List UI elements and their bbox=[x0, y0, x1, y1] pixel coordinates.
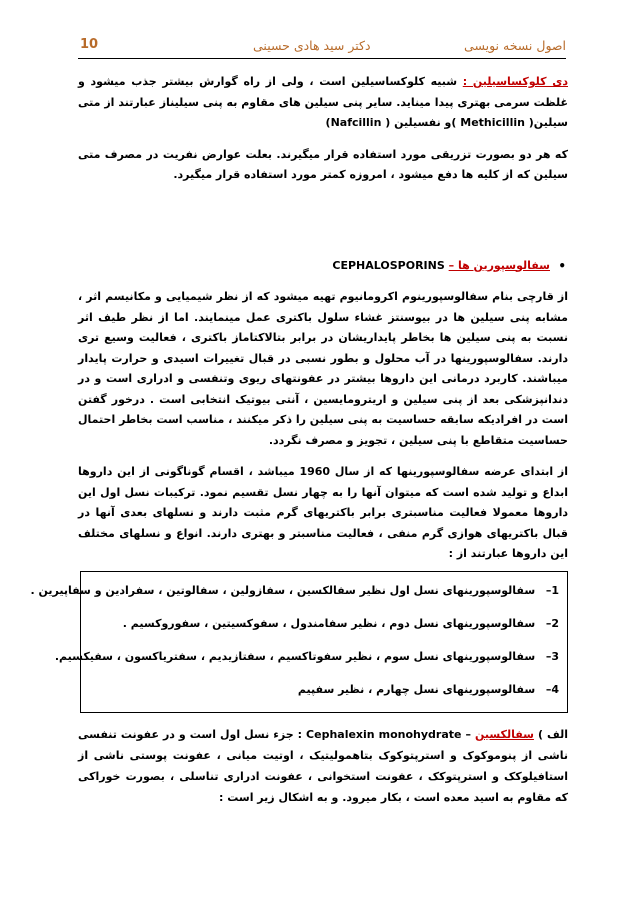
generation-item bbox=[123, 617, 559, 630]
generation-number: 3– bbox=[545, 650, 559, 663]
cephalexin-text: : جزء نسل اول است و در عفونت تنفسی ناشی از پنوموکوک و استرپتوکوک بتاهمولیتیک ، اوتیت میانی ، عفونت پوستی ناشی از استافیلوکک و استرپتوکک ، عفونت استخوانی ، عفونت ادراری تناسلی ، بصورت خوراکی که مقاوم به اسید معده است ، بکار میرود. و به اشکال زیر است : bbox=[78, 728, 568, 804]
generation-text: سفالوسپورینهای نسل اول نظیر سفالکسین ، سفازولین ، سفالوتین ، سفرادین و سفاپیرین . bbox=[30, 584, 536, 597]
cephalexin-dash: – bbox=[465, 728, 471, 741]
generation-text: سفالوسپورینهای نسل سوم ، نظیر سفوتاکسیم ، سفتازیدیم ، سفتریاکسون ، سفیکسیم. bbox=[54, 650, 536, 663]
dicloxacillin-term: دی کلوکساسیلین : bbox=[462, 75, 568, 88]
section-heading-fa: سفالوسپورین ها – bbox=[448, 258, 550, 272]
header-title: اصول نسخه نویسی bbox=[464, 38, 566, 53]
intro-paragraph bbox=[78, 72, 568, 134]
cephalexin-prefix: الف ) bbox=[537, 728, 568, 741]
generation-number: 1– bbox=[545, 584, 559, 597]
cephalexin-name-en: Cephalexin monohydrate bbox=[306, 728, 462, 741]
header-author: دکتر سید هادی حسینی bbox=[253, 38, 371, 53]
bullet-icon: • bbox=[558, 258, 566, 273]
section-heading-en: CEPHALOSPORINS bbox=[332, 258, 445, 272]
section-heading bbox=[78, 256, 568, 277]
generation-item bbox=[55, 650, 559, 663]
main-content bbox=[78, 72, 568, 565]
cephalosporin-paragraph-2: از ابتدای عرضه سفالوسپورینها که از سال 1960 میباشد ، اقسام گوناگونی از این داروها ابداع و تولید شده است که میتوان آنها را به چهار نسل تقسیم نمود. ترکیبات نسل اول این داروها معمولا فعالیت مناسبتری برابر باکتریهای گرم مثبت دارند و نسلهای بعدی آنها در قبال باکتریهای هوازی گرم منفی ، فعالیت مناسبتر و بهتری دارند. انواع و نسلهای مختلف این داروها عبارتند از : bbox=[78, 465, 568, 560]
generation-text: سفالوسپورینهای نسل چهارم ، نظیر سفپیم bbox=[297, 683, 536, 696]
cephalosporin-paragraph-1: از قارچی بنام سفالوسپورینوم اکرومانیوم تهیه میشود که از نظر شیمیایی و مکانیسم اثر ، مشابه پنی سیلین ها در بیوسنتز غشاء سلول باکتری عمل مینمایند. اما از نظر طیف اثر نسبت به پنی سیلین ها بخاطر پایداریشان در برابر بتالاکتاماز باکتری ، فعالیت وسیع تری دارند. سفالوسپورینها در آب محلول و بطور نسبی در قبال تغییرات اسیدی و حرارت پایدار میباشند. کاربرد درمانی این داروها بیشتر در عفونتهای ریوی وتنفسی و ادراری است و در دندانپزشکی بعد از پنی سیلین و اریترومایسین ، آنتی بیوتیک انتخابی است . درخور گفتن است در افرادیکه سابقه حساسیت به پنی سیلین را ذکر میکنند ، مناسب است بخاطر احتمال حساسیت متقاطع با پنی سیلین ، تجویز و مصرف نگردد. bbox=[78, 290, 568, 447]
generation-text: سفالوسپورینهای نسل دوم ، نظیر سفامندول ، سفوکسیتین ، سفوروکسیم . bbox=[122, 617, 536, 630]
generation-number: 4– bbox=[545, 683, 559, 696]
cephalexin-paragraph bbox=[78, 724, 568, 808]
intro-text: شبیه کلوکساسیلین است ، ولی از راه گوارش بیشتر جذب میشود و غلظت سرمی بهتری پیدا میناید. سایر پنی سیلین های مقاوم به پنی سیلیناز عبارتند از متی سیلین( Methicillin )و نفسیلین ( Nafcillin) bbox=[78, 75, 568, 129]
methicillin-paragraph: که هر دو بصورت تزریقی مورد استفاده قرار میگیرند. بعلت عوارض نفریت در مصرف متی سیلین که از کلیه ها دفع میشود ، امروزه کمتر مورد استفاده قرار میگیرد. bbox=[78, 147, 568, 181]
page-header bbox=[78, 36, 566, 59]
generation-item bbox=[298, 683, 559, 696]
page-number: 10 bbox=[80, 37, 99, 52]
generation-item bbox=[31, 584, 560, 597]
generations-box bbox=[30, 571, 568, 713]
generation-number: 2– bbox=[545, 617, 559, 630]
cephalexin-name-fa: سفالکسین bbox=[474, 728, 534, 741]
